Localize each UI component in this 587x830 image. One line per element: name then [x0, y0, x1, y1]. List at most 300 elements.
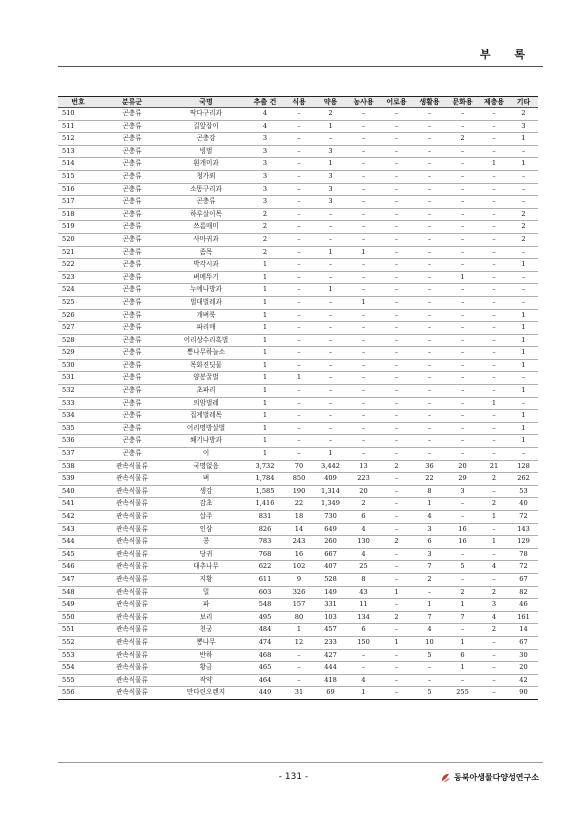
table-row	[58, 145, 538, 158]
table-cell: 40	[509, 498, 538, 511]
table-cell: 누에나방과	[166, 284, 246, 297]
table-cell: 7	[413, 611, 446, 624]
column-header: 제충용	[479, 97, 509, 108]
table-cell: –	[380, 397, 413, 410]
table-cell: 495	[246, 611, 284, 624]
table-cell: 7	[446, 611, 479, 624]
table-row	[58, 108, 538, 121]
table-cell: 523	[58, 271, 98, 284]
table-cell: –	[347, 662, 380, 675]
table-cell: 444	[314, 662, 347, 675]
table-cell: 1	[246, 271, 284, 284]
table-cell: –	[413, 372, 446, 385]
table-cell: –	[284, 422, 314, 435]
table-cell: 곤충류	[98, 170, 166, 183]
table-cell: 16	[446, 536, 479, 549]
table-cell: 1	[509, 410, 538, 423]
table-row	[58, 385, 538, 398]
column-header: 생활용	[413, 97, 446, 108]
table-cell: 1	[246, 296, 284, 309]
table-cell: 4	[479, 561, 509, 574]
table-cell: 545	[58, 548, 98, 561]
table-cell: –	[413, 662, 446, 675]
table-cell: 생강	[166, 485, 246, 498]
table-cell: 1	[246, 347, 284, 360]
table-cell: –	[479, 334, 509, 347]
table-cell: 8	[413, 485, 446, 498]
table-cell: 1	[284, 372, 314, 385]
table-cell: 곤충류	[98, 385, 166, 398]
table-cell: –	[380, 662, 413, 675]
table-cell: –	[413, 233, 446, 246]
table-cell: 관속식물류	[98, 548, 166, 561]
table-cell: 80	[284, 611, 314, 624]
table-cell: 22	[284, 498, 314, 511]
table-cell: –	[380, 183, 413, 196]
table-cell: –	[479, 485, 509, 498]
table-cell: –	[509, 271, 538, 284]
table-cell: 43	[347, 586, 380, 599]
table-cell: 이	[166, 448, 246, 461]
table-cell: 쐐기나방과	[166, 435, 246, 448]
table-cell: –	[479, 120, 509, 133]
table-cell: 1	[347, 687, 380, 700]
table-cell: –	[380, 120, 413, 133]
table-cell: 좀목	[166, 246, 246, 259]
table-cell: 546	[58, 561, 98, 574]
table-cell: 537	[58, 448, 98, 461]
table-cell: 603	[246, 586, 284, 599]
table-row	[58, 674, 538, 687]
table-cell: 곤충류	[166, 196, 246, 209]
table-cell: 3,442	[314, 460, 347, 473]
table-cell: 511	[58, 120, 98, 133]
table-cell: 2	[380, 536, 413, 549]
table-cell: 1	[246, 410, 284, 423]
table-cell: 1	[509, 158, 538, 171]
table-cell: 관속식물류	[98, 561, 166, 574]
table-cell: 3	[314, 170, 347, 183]
table-cell: –	[380, 422, 413, 435]
table-row	[58, 120, 538, 133]
table-cell: 10	[413, 636, 446, 649]
table-cell: 223	[347, 473, 380, 486]
table-row	[58, 259, 538, 272]
table-row	[58, 221, 538, 234]
table-cell: 곤충류	[98, 196, 166, 209]
table-cell: 427	[314, 649, 347, 662]
table-cell: –	[347, 183, 380, 196]
table-cell: 31	[284, 687, 314, 700]
table-cell: 1	[246, 334, 284, 347]
table-cell: –	[479, 133, 509, 146]
table-cell: –	[380, 296, 413, 309]
table-cell: 관속식물류	[98, 624, 166, 637]
table-cell: 521	[58, 246, 98, 259]
table-row	[58, 649, 538, 662]
table-cell: 25	[347, 561, 380, 574]
table-cell: 1,314	[314, 485, 347, 498]
table-cell: 8	[347, 573, 380, 586]
table-cell: –	[413, 158, 446, 171]
table-cell: 544	[58, 536, 98, 549]
table-cell: 16	[284, 548, 314, 561]
table-cell: 1	[509, 435, 538, 448]
table-cell: –	[446, 158, 479, 171]
table-cell: 당귀	[166, 548, 246, 561]
table-cell: –	[380, 196, 413, 209]
table-cell: –	[284, 271, 314, 284]
table-cell: –	[446, 334, 479, 347]
table-row	[58, 271, 538, 284]
table-cell: 611	[246, 573, 284, 586]
table-cell: –	[413, 397, 446, 410]
table-cell: 1	[509, 259, 538, 272]
table-cell: 243	[284, 536, 314, 549]
institute-brand	[440, 772, 539, 783]
table-row	[58, 460, 538, 473]
table-cell: 벼메뚜기	[166, 271, 246, 284]
table-cell: –	[347, 158, 380, 171]
table-cell: 2	[446, 133, 479, 146]
table-cell: 곤충류	[98, 108, 166, 121]
table-cell: 2	[479, 473, 509, 486]
table-cell: 536	[58, 435, 98, 448]
table-cell: 535	[58, 422, 98, 435]
table-cell: –	[380, 359, 413, 372]
table-cell: 534	[58, 410, 98, 423]
table-cell: –	[446, 498, 479, 511]
table-cell: –	[413, 108, 446, 121]
table-cell: 1	[246, 309, 284, 322]
table-cell: –	[413, 259, 446, 272]
table-cell: 531	[58, 372, 98, 385]
table-cell: –	[347, 221, 380, 234]
data-table	[58, 96, 538, 700]
table-cell: –	[347, 120, 380, 133]
table-cell: –	[284, 674, 314, 687]
table-cell: –	[479, 108, 509, 121]
table-cell: 326	[284, 586, 314, 599]
column-header: 국명	[166, 97, 246, 108]
table-cell: –	[446, 196, 479, 209]
table-cell: 4	[347, 523, 380, 536]
table-cell: –	[284, 170, 314, 183]
table-cell: –	[284, 649, 314, 662]
table-cell: 468	[246, 649, 284, 662]
table-cell: –	[380, 599, 413, 612]
table-cell: –	[380, 334, 413, 347]
table-cell: 1	[314, 246, 347, 259]
table-cell: 곤충류	[98, 120, 166, 133]
table-cell: –	[380, 309, 413, 322]
table-cell: –	[413, 284, 446, 297]
table-cell: 개벼룩	[166, 309, 246, 322]
table-cell: –	[479, 548, 509, 561]
table-cell: 130	[347, 536, 380, 549]
table-cell: 박각시과	[166, 259, 246, 272]
table-cell: –	[413, 322, 446, 335]
table-cell: –	[479, 271, 509, 284]
table-cell: 1	[347, 296, 380, 309]
table-cell: 1	[479, 397, 509, 410]
table-cell: –	[347, 233, 380, 246]
table-cell: –	[413, 246, 446, 259]
table-cell: –	[314, 435, 347, 448]
table-cell: 파리매	[166, 322, 246, 335]
table-cell: –	[284, 145, 314, 158]
table-cell: 보리	[166, 611, 246, 624]
table-cell: –	[479, 259, 509, 272]
table-cell: 532	[58, 385, 98, 398]
table-cell: –	[413, 410, 446, 423]
table-cell: 국명없음	[166, 460, 246, 473]
table-cell: –	[479, 233, 509, 246]
table-cell: –	[284, 397, 314, 410]
table-cell: –	[479, 359, 509, 372]
table-cell: 149	[314, 586, 347, 599]
table-cell: 곤충류	[98, 309, 166, 322]
table-cell: 20	[347, 485, 380, 498]
table-cell: –	[479, 448, 509, 461]
column-header: 약용	[314, 97, 347, 108]
table-cell: 1	[246, 372, 284, 385]
table-cell: –	[446, 422, 479, 435]
table-cell: 지황	[166, 573, 246, 586]
table-cell: 곤충류	[98, 410, 166, 423]
table-cell: 143	[509, 523, 538, 536]
table-cell: –	[347, 309, 380, 322]
table-cell: 517	[58, 196, 98, 209]
table-cell: 곤충류	[98, 284, 166, 297]
table-cell: –	[446, 448, 479, 461]
table-cell: –	[413, 133, 446, 146]
table-cell: 42	[509, 674, 538, 687]
table-cell: 2	[380, 611, 413, 624]
table-cell: –	[509, 397, 538, 410]
table-cell: –	[347, 385, 380, 398]
table-cell: 곤충류	[98, 422, 166, 435]
table-cell: 161	[509, 611, 538, 624]
table-cell: 548	[58, 586, 98, 599]
table-cell: –	[380, 271, 413, 284]
table-cell: 512	[58, 133, 98, 146]
table-cell: 곤충류	[98, 372, 166, 385]
table-cell: 82	[509, 586, 538, 599]
table-cell: 벼	[166, 473, 246, 486]
table-cell: –	[380, 385, 413, 398]
page-header-title: 부 록	[479, 48, 535, 61]
table-cell: 6	[413, 536, 446, 549]
table-cell: 2	[446, 586, 479, 599]
table-cell: –	[380, 233, 413, 246]
table-cell: 513	[58, 145, 98, 158]
table-cell: 530	[58, 359, 98, 372]
table-cell: 1	[246, 259, 284, 272]
table-cell: –	[413, 170, 446, 183]
table-cell: 4	[347, 674, 380, 687]
table-cell: 70	[284, 460, 314, 473]
table-cell: –	[347, 422, 380, 435]
table-cell: 525	[58, 296, 98, 309]
table-row	[58, 322, 538, 335]
table-cell: 파	[166, 599, 246, 612]
table-cell: –	[509, 170, 538, 183]
column-header: 번호	[58, 97, 98, 108]
table-cell: 826	[246, 523, 284, 536]
table-cell: –	[446, 145, 479, 158]
table-cell: 457	[314, 624, 347, 637]
table-cell: 4	[246, 120, 284, 133]
table-cell: 524	[58, 284, 98, 297]
table-cell: –	[380, 523, 413, 536]
table-row	[58, 422, 538, 435]
table-cell: 528	[58, 334, 98, 347]
table-cell: –	[380, 448, 413, 461]
table-cell: –	[347, 322, 380, 335]
table-row	[58, 624, 538, 637]
table-cell: –	[479, 208, 509, 221]
table-cell: 황금	[166, 662, 246, 675]
table-cell: 1	[509, 322, 538, 335]
table-cell: 547	[58, 573, 98, 586]
table-cell: 72	[509, 561, 538, 574]
table-cell: –	[380, 649, 413, 662]
table-cell: –	[413, 586, 446, 599]
table-cell: –	[479, 687, 509, 700]
table-cell: –	[479, 145, 509, 158]
table-cell: –	[284, 120, 314, 133]
table-cell: –	[446, 183, 479, 196]
table-cell: 곤충류	[98, 271, 166, 284]
table-cell: 어리상수리혹벌	[166, 334, 246, 347]
table-cell: –	[413, 196, 446, 209]
table-cell: 빙벌	[166, 145, 246, 158]
table-cell: 1,784	[246, 473, 284, 486]
table-cell: 관속식물류	[98, 511, 166, 524]
table-cell: 529	[58, 347, 98, 360]
table-cell: –	[446, 347, 479, 360]
table-cell: 4	[413, 511, 446, 524]
column-header: 추출 건	[246, 97, 284, 108]
table-cell: 540	[58, 485, 98, 498]
table-cell: 2	[509, 108, 538, 121]
table-row	[58, 636, 538, 649]
table-cell: –	[446, 511, 479, 524]
institute-logo-icon	[440, 772, 451, 783]
table-cell: –	[446, 674, 479, 687]
table-cell: 13	[347, 460, 380, 473]
table-cell: 1	[509, 422, 538, 435]
table-cell: –	[479, 196, 509, 209]
table-cell: 3	[446, 485, 479, 498]
table-cell: 3	[246, 196, 284, 209]
table-cell: –	[446, 246, 479, 259]
table-cell: –	[314, 385, 347, 398]
table-cell: 522	[58, 259, 98, 272]
table-cell: –	[446, 397, 479, 410]
table-row	[58, 170, 538, 183]
table-cell: –	[446, 296, 479, 309]
table-cell: 관속식물류	[98, 636, 166, 649]
institute-name: 동북아생물다양성연구소	[453, 773, 539, 782]
table-cell: 1,416	[246, 498, 284, 511]
table-row	[58, 347, 538, 360]
table-cell: 관속식물류	[98, 586, 166, 599]
table-cell: 542	[58, 511, 98, 524]
table-cell: 20	[509, 662, 538, 675]
table-cell: 518	[58, 208, 98, 221]
table-cell: 449	[246, 687, 284, 700]
table-cell: –	[413, 674, 446, 687]
table-cell: 5	[413, 687, 446, 700]
table-cell: 청가뢰	[166, 170, 246, 183]
table-row	[58, 309, 538, 322]
table-cell: 6	[347, 624, 380, 637]
table-cell: 90	[509, 687, 538, 700]
table-cell: 831	[246, 511, 284, 524]
table-cell: –	[446, 548, 479, 561]
table-cell: 길앞잡이	[166, 120, 246, 133]
table-cell: –	[479, 662, 509, 675]
table-body	[58, 108, 538, 700]
table-cell: –	[347, 435, 380, 448]
table-cell: 78	[509, 548, 538, 561]
table-cell: 흰개미과	[166, 158, 246, 171]
table-cell: –	[347, 284, 380, 297]
table-cell: 11	[347, 599, 380, 612]
table-cell: 541	[58, 498, 98, 511]
table-cell: 552	[58, 636, 98, 649]
table-cell: –	[347, 271, 380, 284]
table-cell: 5	[413, 649, 446, 662]
table-cell: 129	[509, 536, 538, 549]
table-cell: 3,732	[246, 460, 284, 473]
table-cell: –	[347, 196, 380, 209]
table-row	[58, 473, 538, 486]
table-cell: –	[509, 196, 538, 209]
table-cell: –	[284, 233, 314, 246]
table-cell: 관속식물류	[98, 523, 166, 536]
table-cell: 3	[246, 158, 284, 171]
table-cell: 1	[509, 347, 538, 360]
table-cell: 255	[446, 687, 479, 700]
table-cell: 549	[58, 599, 98, 612]
table-cell: –	[314, 259, 347, 272]
column-header: 문화용	[446, 97, 479, 108]
table-cell: –	[479, 322, 509, 335]
table-cell: –	[284, 448, 314, 461]
table-cell: –	[284, 259, 314, 272]
table-row	[58, 284, 538, 297]
table-cell: 515	[58, 170, 98, 183]
table-cell: –	[314, 271, 347, 284]
table-cell: 850	[284, 473, 314, 486]
table-cell: –	[479, 410, 509, 423]
table-cell: 514	[58, 158, 98, 171]
table-cell: –	[314, 359, 347, 372]
table-cell: 1	[246, 435, 284, 448]
table-cell: 16	[446, 523, 479, 536]
table-cell: 519	[58, 221, 98, 234]
table-cell: –	[380, 624, 413, 637]
table-cell: –	[314, 208, 347, 221]
table-row	[58, 133, 538, 146]
table-row	[58, 372, 538, 385]
table-cell: 262	[509, 473, 538, 486]
table-cell: –	[380, 561, 413, 574]
table-cell: –	[347, 259, 380, 272]
